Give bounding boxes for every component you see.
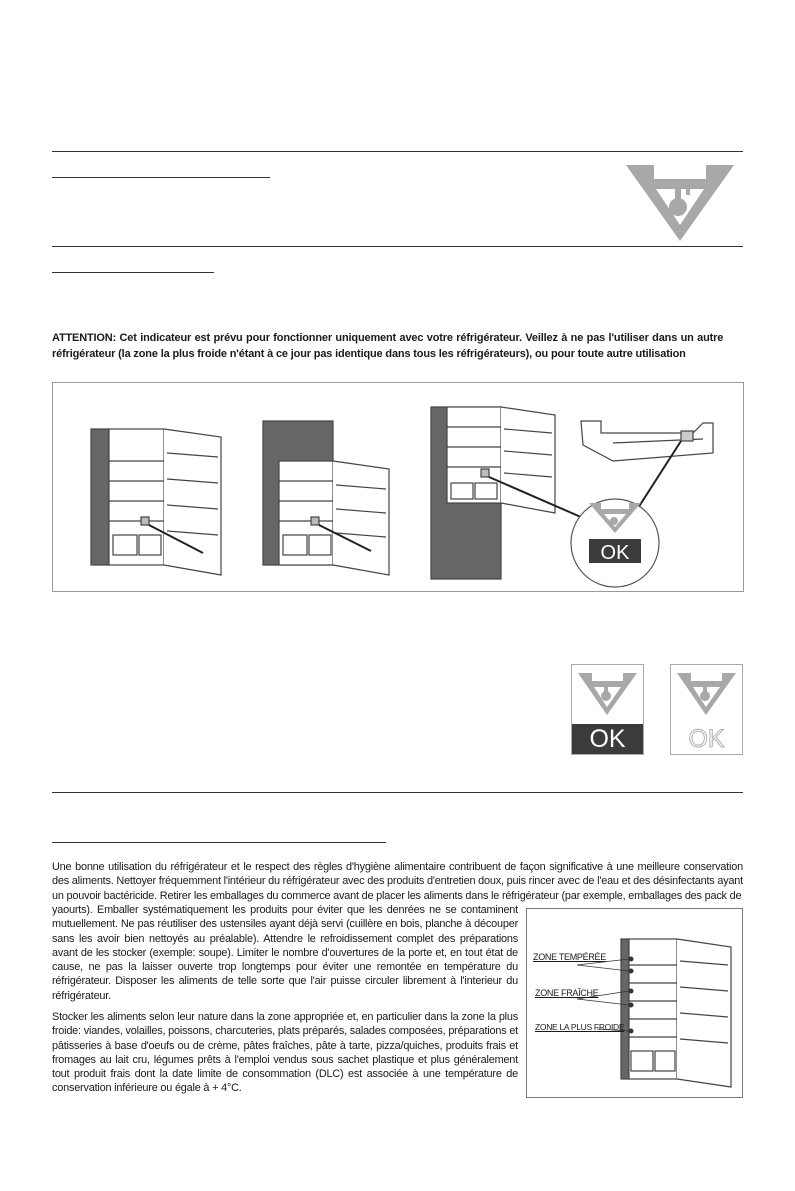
heading-underline-3: [52, 842, 386, 843]
hygiene-paragraph-1: Une bonne utilisation du réfrigérateur et le respect des règles d'hygiène alimentaire contribuent de façon significative à une meilleure conservation des aliments. Nettoyer fréquemment l'intérieur du réfrigérateur avec des produits d'entretien doux, puis rincer avec de l'eau et des désinfectants ayant un pouvoir bactéricide. Retirer les emballages du commerce avant de placer les aliments dans le réfrigérateur (par exemple, emballages des pack de: [52, 861, 743, 902]
thermometer-indicator-icon: [614, 155, 746, 245]
hygiene-paragraph-1-cont: yaourts). Emballer systématiquement les produits pour éviter que les denrées ne se contaminent mutuellement. Ne pas réutiliser des ustensiles ayant déjà servi (cuillère en bois, planche à découper sans les avoir bien nettoyés au préalable). Attendre le refroidissement complet des préparations avant de les stocker (exemple: soupe). Limiter le nombre d'ouvertures de la porte et, en tout état de cause, ne pas la laisser ouverte trop longtemps pour éviter une remontée en température du réfrigérateur. Disposer les aliments de telle sorte que l'air puisse circuler librement à l'interieur du réfrigérateur.: [52, 904, 518, 1002]
fridge-one-door: [91, 429, 221, 575]
ok-label-light: OK: [688, 725, 725, 753]
zone-plus-froide-label: ZONE LA PLUS FROIDE: [535, 1022, 625, 1032]
zone-fridge-illustration: [527, 909, 742, 1097]
section-rule-1: [52, 151, 743, 152]
fridge-zones-diagram: [526, 908, 743, 1098]
heading-underline-1: [52, 177, 270, 178]
section-rule-2: [52, 246, 743, 247]
fridge-illustrations: [53, 383, 743, 591]
zoom-ok-label: OK: [600, 542, 630, 564]
ok-indicator-dark: [571, 664, 644, 755]
heading-underline-2: [52, 272, 214, 273]
ok-indicator-light: [670, 664, 743, 755]
hygiene-paragraph-2: Stocker les aliments selon leur nature dans la zone appropriée et, en particulier dans la zone la plus froide: viandes, volailles, poissons, charcuteries, plats préparés, salades composées, préparations et pâtisseries à base d'oeufs ou de crème, pâtes fraîches, pâte à tarte, pizza/quiches, produits frais et fromages au lait cru, légumes prêts à l'emploi vendus sous sachet plastique et plus généralement tout produit frais dont la date limite de consommation (DLC) est associée à une température de conservation inférieure ou égale à + 4°C.: [52, 1011, 518, 1095]
zone-temperee-label: ZONE TEMPÉRÉE: [533, 952, 606, 962]
section-rule-3: [52, 792, 743, 793]
fridge-top-freezer: [263, 421, 389, 575]
attention-notice: ATTENTION: Cet indicateur est prévu pour fonctionner uniquement avec votre réfrigérateur. Veillez à ne pas l'utiliser dans un autre réfrigérateur (la zone la plus froide n'étant à ce jour pas identique dans tous les réfrigérateurs), ou pour toute autre utilisation: [52, 332, 724, 360]
fridge-illustration-panel: [52, 382, 744, 592]
zone-fraiche-label: ZONE FRAÎCHE: [535, 988, 599, 998]
ok-label-dark: OK: [589, 725, 626, 753]
